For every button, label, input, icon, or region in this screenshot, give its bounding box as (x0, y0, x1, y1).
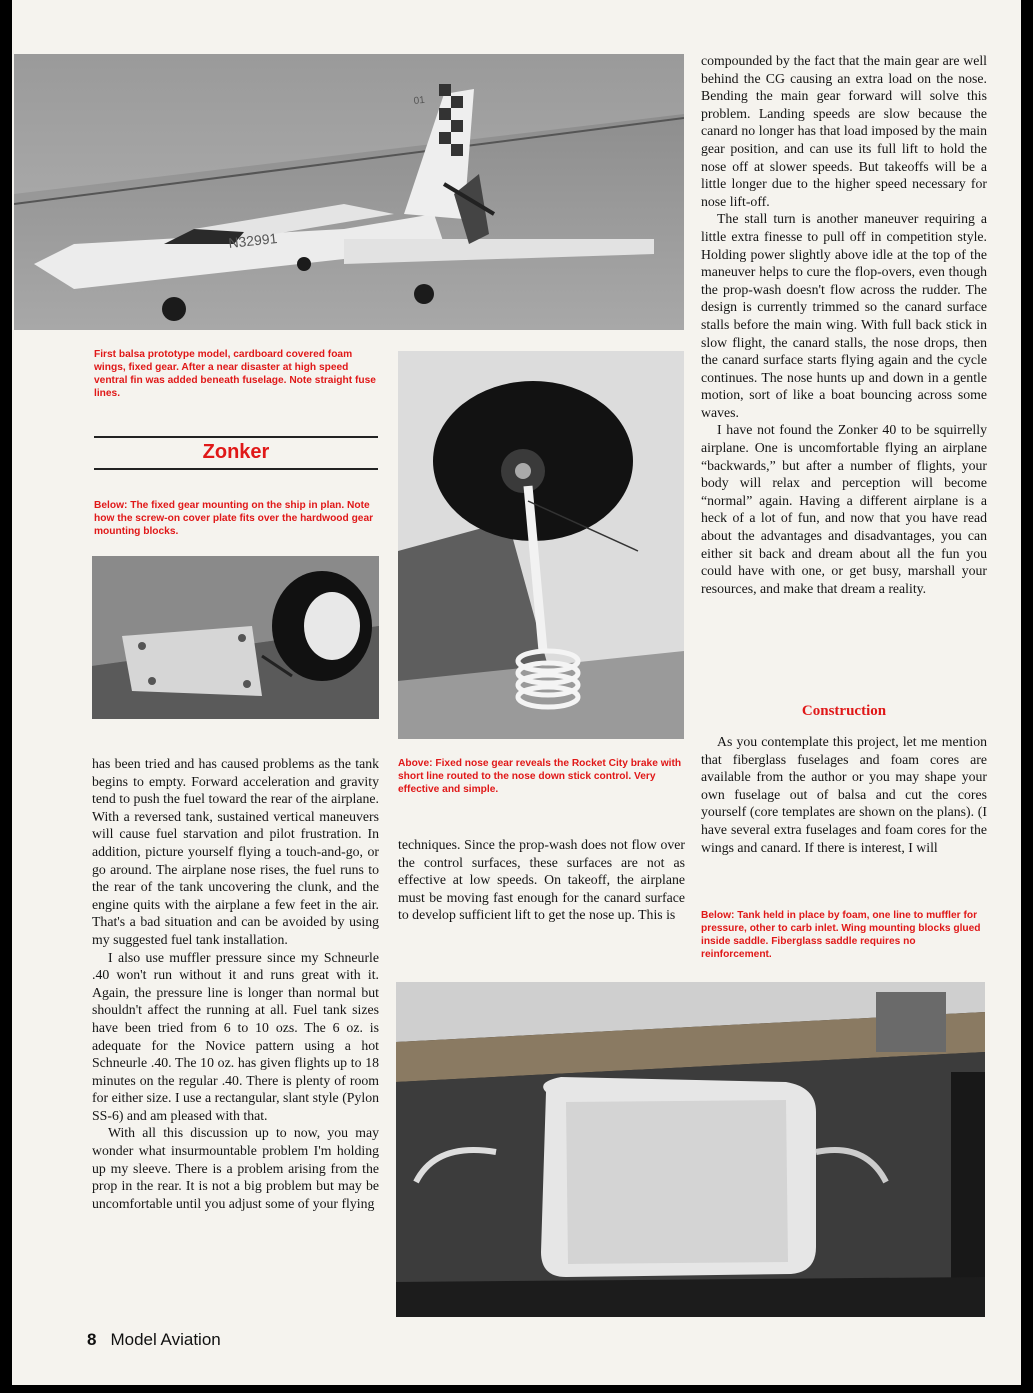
body-paragraph: compounded by the fact that the main gear are well behind the CG causing an extra load on the nose. Bending the main gear forward will solve this problem. Landing speeds are slow because the canard no longer has that load imposed by the main gear position, and can use its full lift to hold the nose off at slower speeds. But takeoffs will be a little longer due to the higher speed necessary for nose lift-off. (701, 53, 987, 209)
body-column-construction (701, 733, 987, 856)
body-paragraph: The stall turn is another maneuver requiring a little extra finesse to pull off in competition style. Holding power slightly above idle at the top of the maneuver helps to cure the flop-overs, even though the prop-wash doesn't flow across the rudder. The design is currently trimmed so the canard surface stalls before the main wing. With full back stick in slow flight, the canard stalls, the nose drops, then the canard surface starts flying again and the cycle continues. The nose hunts up and down in a gentle motion, sort of like a boat bouncing across some waves. (701, 211, 987, 420)
fin-number-marking: 01 (413, 94, 426, 107)
page-number: 8 (87, 1330, 97, 1349)
caption-nose-gear: Above: Fixed nose gear reveals the Rocket City brake with short line routed to the nose down stick control. Very effective and simple. (398, 758, 682, 795)
magazine-page (12, 0, 1021, 1385)
body-paragraph: has been tried and has caused problems as the tank begins to empty. Forward acceleration and gravity tend to push the fuel toward the rear of the airplane. With a reversed tank, sustained vertical maneuvers will cause fuel starvation and pilot frustration. In addition, picture yourself flying a touch-and-go, or go around. The airplane nose rises, the fuel runs to the rear of the tank uncovering the clunk, and the engine quits with the airplane a few feet in the air. That's a bad situation and can be avoided by using my suggested fuel tank installation. (92, 756, 379, 947)
caption-prototype: First balsa prototype model, cardboard covered foam wings, fixed gear. After a near disaster at high speed ventral fin was added beneath fuselage. Note straight fuse lines. (94, 349, 376, 399)
construction-subhead: Construction (801, 703, 887, 719)
body-paragraph: techniques. Since the prop-wash does not flow over the control surfaces, these surfaces are not as effective at low speeds. On takeoff, the airplane must be moving fast enough for the canard surface to develop sufficient lift to get the nose up. This is (398, 837, 685, 923)
caption-tank: Below: Tank held in place by foam, one line to muffler for pressure, other to carb inlet. Wing mounting blocks glued inside saddle. Fiberglass saddle requires no reinforcement. (701, 910, 981, 960)
page-footer (87, 1330, 221, 1350)
body-paragraph: As you contemplate this project, let me mention that fiberglass fuselages and foam cores are available from the author or you may shape your own fuselage out of balsa and cut the cores yourself (core templates are shown on the plans). (I have several extra fuselages and foam cores for the wings and canard. If there is interest, I will (701, 734, 987, 855)
body-column-middle (398, 836, 685, 924)
magazine-name: Model Aviation (110, 1330, 221, 1349)
body-paragraph: With all this discussion up to now, you may wonder what insurmountable problem I'm holding up my sleeve. There is a problem arising from the prop in the rear. It is not a big problem but may be uncomfortable until you adjust some of your flying (92, 1125, 379, 1211)
body-paragraph: I also use muffler pressure since my Schneurle .40 won't run without it and runs great with it. Again, the pressure line is longer than normal but shouldn't affect the running at all. Fuel tank sizes have been tried from 6 to 10 ozs. The 6 oz. is adequate for the Novice pattern using a hot Schneurle .40. The 10 oz. has given flights up to 18 minutes on the regular .40. There is plenty of room for either size. I use a rectangular, slant style (Pylon SS-6) and am pleased with that. (92, 949, 379, 1123)
body-column-right (701, 52, 987, 597)
title-rule-bottom (94, 468, 378, 470)
nose-gear-photo (398, 351, 684, 739)
tail-number-marking: N32991 (227, 229, 279, 251)
caption-gear-mount: Below: The fixed gear mounting on the ship in plan. Note how the screw-on cover plate fits over the hardwood gear mounting blocks. (94, 500, 374, 537)
airplane-prototype-photo (14, 54, 684, 330)
fuel-tank-photo (396, 982, 985, 1317)
title-rule-top (94, 436, 378, 438)
article-title: Zonker (202, 441, 270, 463)
body-column-left (92, 755, 379, 1212)
gear-mounting-photo (92, 556, 379, 719)
body-paragraph: I have not found the Zonker 40 to be squirrelly airplane. One is uncomfortable flying an airplane “backwards,” but after a number of flights, your body will relax and perception will become “normal” again. Having a different airplane is a heck of a lot of fun, and now that you have read about the advantages and disadvantages, you can either sit back and dream about all the fun you could have with one, or get busy, marshall your resources, and make that dream a reality. (701, 422, 987, 596)
